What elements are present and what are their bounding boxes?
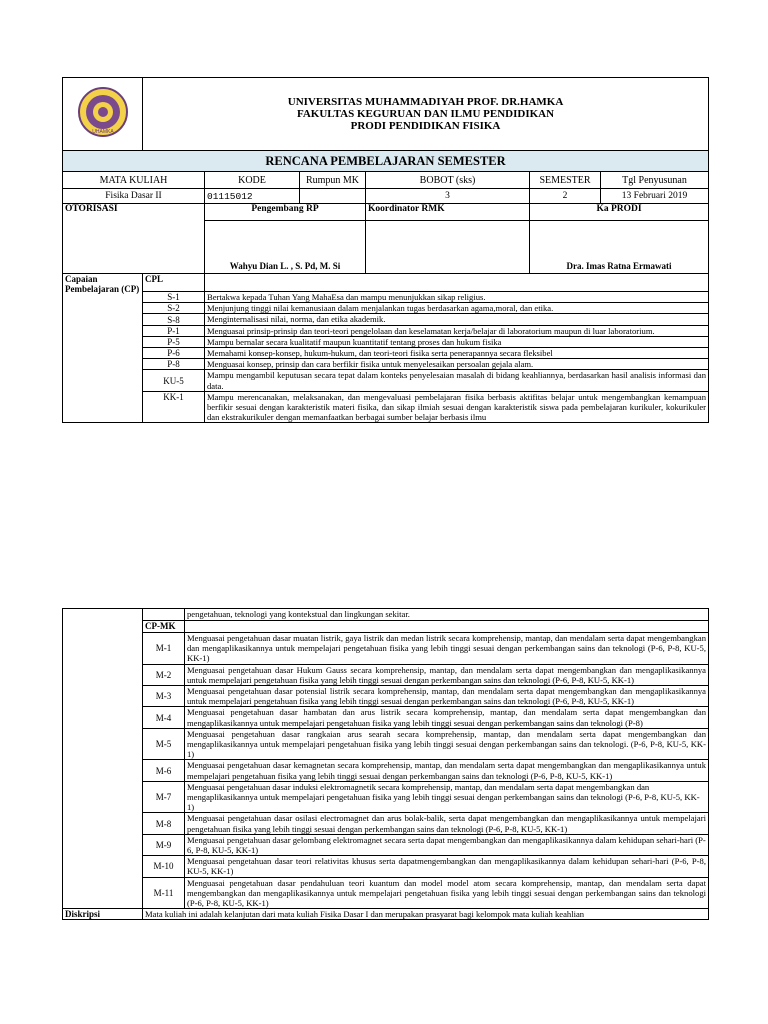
cpl-text: Mampu mengambil keputusan secara tepat dalam konteks penyelesaian masalah di bidang keahliannya, berdasarkan hasil analisis informasi dan data. bbox=[205, 370, 709, 391]
cpl-code: P-1 bbox=[143, 325, 205, 336]
cpmk-text: Menguasai pengetahuan dasar hambatan dan arus listrik secara komprehensip, mantap, dan mendalam serta dapat mengembangkan dan mengaplikasikannya untuk mempelajari pengetahuan fisika yang lebih tinggi sesuai dengan perkembangan sains dan teknologi (P-8) bbox=[185, 707, 709, 728]
capaian-continued-blank bbox=[63, 609, 143, 909]
cpl-text: Memahami konsep-konsep, hukum-hukum, dan teori-teori fisika serta penerapannya secara fleksibel bbox=[205, 348, 709, 359]
tgl-value: 13 Februari 2019 bbox=[601, 189, 709, 204]
pengembang-label: Pengembang RP bbox=[205, 204, 366, 221]
semester-value: 2 bbox=[530, 189, 601, 204]
cpl-code: P-8 bbox=[143, 359, 205, 370]
rps-header-table bbox=[62, 77, 709, 423]
cpmk-table bbox=[62, 608, 709, 920]
cpmk-text: Menguasai pengetahuan dasar osilasi electromagnet dan arus bolak-balik, serta dapat mengembangkan dan mengaplikasikannya untuk mempelajari pengetahuan fisika yang lebih tinggi sesuai dengan perkembangan sains dan teknologi (P-6, P-8, KU-5, KK-1) bbox=[185, 813, 709, 834]
institution-header bbox=[143, 78, 709, 151]
faculty-name: FAKULTAS KEGURUAN DAN ILMU PENDIDIKAN bbox=[296, 108, 555, 120]
cpl-header-spacer bbox=[205, 274, 709, 292]
university-name: UNIVERSITAS MUHAMMADIYAH PROF. DR.HAMKA bbox=[287, 96, 564, 108]
mata-kuliah-value: Fisika Dasar II bbox=[63, 189, 205, 204]
cpmk-code: M-8 bbox=[143, 813, 185, 834]
cpmk-code: M-7 bbox=[143, 781, 185, 813]
logo-text: UHAMKA bbox=[91, 128, 114, 135]
cpl-code: S-1 bbox=[143, 292, 205, 303]
cpl-text: Mampu bernalar secara kualitatif maupun kuantitatif tentang proses dan hukum fisika bbox=[205, 336, 709, 347]
cpmk-code: M-2 bbox=[143, 664, 185, 685]
mata-kuliah-label: MATA KULIAH bbox=[63, 172, 205, 189]
cpmk-text: Menguasai pengetahuan dasar rangkaian arus searah secara komprehensip, mantap, dan mendalam serta dapat mengembangkan dan mengaplikasikannya untuk mempelajari pengetahuan fisika yang lebih tinggi sesuai dengan perkembangan sains dan teknologi. (P-6, P-8, KU-5, KK-1) bbox=[185, 728, 709, 760]
cpmk-text: Menguasai pengetahuan dasar Hukum Gauss secara komprehensip, mantap, dan mendalam serta dapat mengembangkan dan mengaplikasikannya untuk mempelajari pengetahuan fisika yang lebih tinggi sesuai dengan perkembangan sains dan teknologi (P-6, P-8, KU-5, KK-1) bbox=[185, 664, 709, 685]
cpl-code: S-2 bbox=[143, 303, 205, 314]
cpmk-code: M-10 bbox=[143, 856, 185, 877]
cpl-label: CPL bbox=[143, 274, 205, 292]
program-name: PRODI PENDIDIKAN FISIKA bbox=[350, 120, 501, 132]
rumpun-label: Rumpun MK bbox=[300, 172, 366, 189]
cpl-code: KU-5 bbox=[143, 370, 205, 391]
kode-value: 01115012 bbox=[205, 189, 300, 204]
cpl-text: Mampu merencanakan, melaksanakan, dan mengevaluasi pembelajaran fisika berbasis aktifitas belajar untuk mengembangkan kemampuan berfikir sesuai dengan karakteristik materi fisika, dan sikap ilmiah sesuai dengan karakteristik siswa pada pembelajaran kurikuler, kokurikuler dan ekstrakurikuler dengan memanfaatkan berbagai sumber belajar berbasis ilmu bbox=[205, 391, 709, 423]
semester-label: SEMESTER bbox=[530, 172, 601, 189]
logo-cell bbox=[63, 78, 143, 151]
capaian-label: Capaian Pembelajaran (CP) bbox=[63, 274, 143, 423]
pengembang-signature: Wahyu Dian L. , S. Pd, M. Si bbox=[205, 221, 366, 274]
document-title: RENCANA PEMBELAJARAN SEMESTER bbox=[63, 151, 709, 172]
otorisasi-label: OTORISASI bbox=[63, 204, 205, 274]
koordinator-label: Koordinator RMK bbox=[366, 204, 530, 221]
rumpun-value bbox=[300, 189, 366, 204]
kk1-continuation-text: pengetahuan, teknologi yang kontekstual dan lingkungan sekitar. bbox=[185, 609, 709, 621]
diskripsi-label: Diskripsi bbox=[63, 909, 143, 920]
university-logo bbox=[77, 86, 129, 138]
kaprodi-signature: Dra. Imas Ratna Ermawati bbox=[530, 221, 709, 274]
cpl-text: Menginternalisasi nilai, norma, dan etika akademik. bbox=[205, 314, 709, 325]
cpmk-text: Menguasai pengetahuan dasar teori relativitas khusus serta dapatmengembangkan dan mengaplikasikannya dalam kehidupan sehari-hari (P-6, P-8, KU-5, KK-1) bbox=[185, 856, 709, 877]
diskripsi-text: Mata kuliah ini adalah kelanjutan dari mata kuliah Fisika Dasar I dan merupakan prasyarat bagi kelompok mata kuliah keahlian bbox=[143, 909, 709, 920]
bobot-value: 3 bbox=[366, 189, 530, 204]
kk1-code-continued bbox=[143, 609, 185, 621]
cpmk-header-spacer bbox=[185, 621, 709, 633]
cpmk-text: Menguasai pengetahuan dasar pendahuluan teori kuantum dan model model atom secara komprehensip, mantap, dan mendalam serta dapat mengembangkan dan mengaplikasikannya untuk mempelajari pengetahuan fisika yang lebih tinggi sesuai dengan perkembangan sains dan teknologi (P-6, P-8, KU-5, KK-1) bbox=[185, 877, 709, 909]
cpl-text: Menguasai prinsip-prinsip dan teori-teori pengelolaan dan keselamatan kerja/belajar di laboratorium maupun di luar laboratorium. bbox=[205, 325, 709, 336]
bobot-label: BOBOT (sks) bbox=[366, 172, 530, 189]
tgl-label: Tgl Penyusunan bbox=[601, 172, 709, 189]
cpl-code: P-5 bbox=[143, 336, 205, 347]
cpmk-text: Menguasai pengetahuan dasar induksi elektromagnetik secara komprehensip, mantap, dan mendalam serta dapat mengembangkan dan mengaplikasikannya untuk mempelajari pengetahuan fisika yang lebih tinggi sesuai dengan perkembangan sains dan teknologi (P-6, P-8, KU-5, KK-1) bbox=[185, 781, 709, 813]
kaprodi-label: Ka PRODI bbox=[530, 204, 709, 221]
kode-label: KODE bbox=[205, 172, 300, 189]
cpmk-code: M-9 bbox=[143, 834, 185, 855]
cpl-text: Menjunjung tinggi nilai kemanusiaan dalam menjalankan tugas berdasarkan agama,moral, dan etika. bbox=[205, 303, 709, 314]
cpmk-code: M-11 bbox=[143, 877, 185, 909]
cpmk-code: M-6 bbox=[143, 760, 185, 781]
cpmk-text: Menguasai pengetahuan dasar gelombang elektromagnet secara serta dapat mengembangkan dan mengaplikasikannya dalam kehidupan sehari-hari (P-6, P-8, KU-5, KK-1) bbox=[185, 834, 709, 855]
cpmk-label: CP-MK bbox=[143, 621, 185, 633]
cpmk-code: M-4 bbox=[143, 707, 185, 728]
cpl-text: Menguasai konsep, prinsip dan cara berfikir fisika untuk menyelesaikan persoalan gejala alam. bbox=[205, 359, 709, 370]
cpmk-text: Menguasai pengetahuan dasar muatan listrik, gaya listrik dan medan listrik secara komprehensip, mantap, dan mendalam serta dapat mengembangkan dan mengaplikasikannya untuk mempelajari pengetahuan fisika yang lebih tinggi sesuai dengan perkembangan sains dan teknologi (P-6, P-8, KU-5, KK-1) bbox=[185, 633, 709, 665]
cpl-code: S-8 bbox=[143, 314, 205, 325]
cpl-code: P-6 bbox=[143, 348, 205, 359]
koordinator-signature bbox=[366, 221, 530, 274]
cpmk-code: M-1 bbox=[143, 633, 185, 665]
cpl-code: KK-1 bbox=[143, 391, 205, 423]
cpmk-code: M-5 bbox=[143, 728, 185, 760]
cpmk-text: Menguasai pengetahuan dasar kemagnetan secara komprehensip, mantap, dan mendalam serta dapat mengembangkan dan mengaplikasikannya untuk mempelajari pengetahuan fisika yang lebih tinggi sesuai dengan perkembangan sains dan teknologi (P-6, P-8, KU-5, KK-1) bbox=[185, 760, 709, 781]
cpl-text: Bertakwa kepada Tuhan Yang MahaEsa dan mampu menunjukkan sikap religius. bbox=[205, 292, 709, 303]
cpmk-code: M-3 bbox=[143, 686, 185, 707]
cpmk-text: Menguasai pengetahuan dasar potensial listrik secara komprehensip, mantap, dan mendalam serta dapat mengembangkan dan mengaplikasikannya untuk mempelajari pengetahuan fisika yang lebih tinggi sesuai dengan perkembangan sains dan teknologi (P-6, P-8, KU-5, KK-1) bbox=[185, 686, 709, 707]
